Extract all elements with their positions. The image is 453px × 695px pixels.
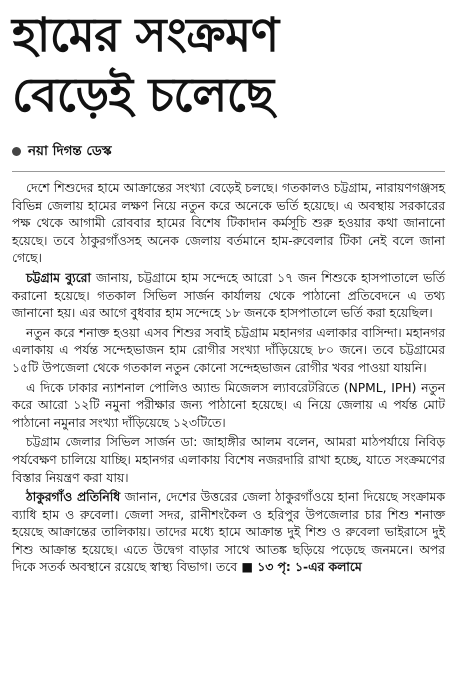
article-body: [12, 180, 445, 577]
paragraph-text: দেশে শিশুদের হামে আক্রান্তের সংখ্যা বেড়েই চলছে। গতকালও চট্টগ্রাম, নারায়ণগঞ্জসহ বিভিন্ন জেলায় হামের লক্ষণ নিয়ে নতুন করে অনেকে ভর্তি হয়েছে। এ অবস্থায় সরকারের পক্ষ থেকে আগামী রোববার হামের বিশেষ টিকাদান কর্মসূচি শুরু হওয়ার কথা জানানো হয়েছে। তবে ঠাকুরগাঁওসহ অনেক জেলায় বর্তমানে হাম-রুবেলার টিকা নেই বলে জানা গেছে।: [12, 181, 445, 266]
paragraph-text: চট্টগ্রাম জেলার সিভিল সার্জন ডা: জাহাঙ্গীর আলম বলেন, আমরা মাঠপর্যায়ে নিবিড় পর্যবেক্ষণ চালিয়ে যাচ্ছি। মহানগর এলাকায় বিশেষ নজরদারি রাখা হচ্ছে, যাতে সংক্রমণের বিস্তার নিয়ন্ত্রণ করা যায়।: [12, 435, 445, 485]
paragraph-6: [12, 489, 445, 577]
paragraph-text: জানান, দেশের উত্তরের জেলা ঠাকুরগাঁওয়ে হানা দিয়েছে সংক্রামক ব্যাধি হাম ও রুবেলা। জেলা সদর, রানীশংকৈল ও হরিপুর উপজেলার চার শিশু শনাক্ত হয়েছে আক্রান্তের তালিকায়। তাদের মধ্যে হামে আক্রান্ত দুই শিশু ও রুবেলা ভাইরাসে দুই শিশু আক্রান্ত হয়েছে। এতে উদ্বেগ বাড়ার সাথে আতঙ্ক ছড়িয়ে পড়েছে জনমনে। অপর দিকে সতর্ক অবস্থানে রয়েছে স্বাস্থ্য বিভাগ। তবে: [12, 490, 445, 575]
bullet-icon: [12, 147, 21, 156]
dateline-thakurgaon-correspondent: ঠাকুরগাঁও প্রতিনিধি: [26, 490, 121, 505]
paragraph-2: [12, 270, 445, 323]
headline: [12, 6, 445, 126]
paragraph-text: এ দিকে ঢাকার ন্যাশনাল পোলিও অ্যান্ড মিজেলস ল্যাবরেটরিতে (NPML, IPH) নতুন করে আরো ১২টি নমুনা পরীক্ষার জন্য পাঠানো হয়েছে। এ নিয়ে জেলায় এ পর্যন্ত মোট পাঠানো নমুনার সংখ্যা দাঁড়িয়েছে ১২৩টিতে।: [12, 380, 445, 430]
byline: [12, 140, 445, 163]
paragraph-text: নতুন করে শনাক্ত হওয়া এসব শিশুর সবাই চট্টগ্রাম মহানগর এলাকার বাসিন্দা। মহানগর এলাকায় এ পর্যন্ত সন্দেহভাজন হাম রোগীর সংখ্যা দাঁড়িয়েছে ৮০ জনে। তবে চট্টগ্রামের ১৫টি উপজেলা থেকে গতকাল নতুন কোনো সন্দেহভাজন রোগীর খবর পাওয়া যায়নি।: [12, 325, 445, 375]
continued-on-page-note: ■ ১৩ পৃ: ১-এর কলামে: [237, 560, 362, 575]
paragraph-text: জানায়, চট্টগ্রামে হাম সন্দেহে আরো ১৭ জন শিশুকে হাসপাতালে ভর্তি করানো হয়েছে। গতকাল সিভিল সার্জন কার্যালয় থেকে পাঠানো প্রতিবেদনে এ তথ্য জানানো হয়। এর আগে বুধবার হাম সন্দেহে ১৮ জনকে হাসপাতালে ভর্তি করা হয়েছিল।: [12, 270, 446, 321]
dateline-chattogram-bureau: চট্টগ্রাম ব্যুরো: [26, 270, 92, 285]
paragraph-4: [12, 380, 445, 433]
headline-line-2: বেড়েই চলেছে: [12, 68, 274, 123]
divider: [12, 171, 445, 172]
paragraph-3: [12, 325, 445, 378]
paragraph-5: [12, 434, 445, 487]
byline-text: নয়া দিগন্ত ডেস্ক: [28, 143, 112, 159]
headline-line-1: হামের সংক্রমণ: [12, 8, 279, 63]
paragraph-1: [12, 180, 445, 268]
